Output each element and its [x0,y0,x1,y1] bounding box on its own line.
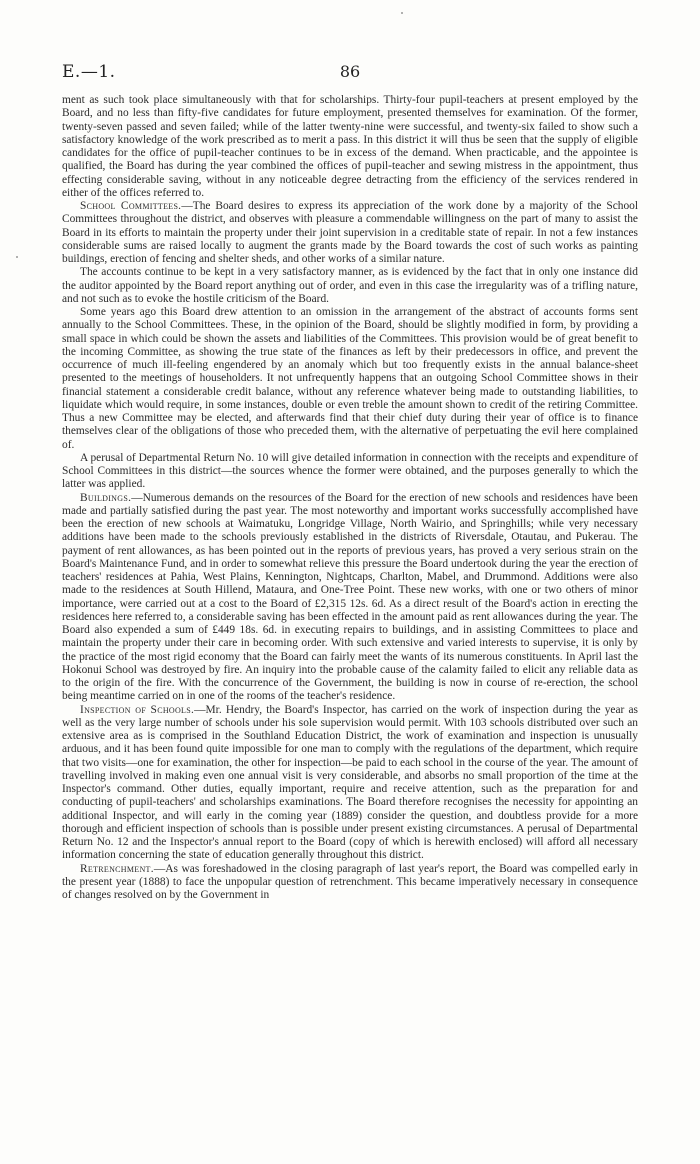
page-number: 86 [339,62,361,81]
paragraph-inspection [62,704,638,863]
paragraph-buildings [62,492,638,704]
paragraph-text: Some years ago this Board drew attention to an omission in the arrangement of the abstract of accounts forms sent annually to the School Committees. These, in the opinion of the Board, should be slightly modified in form, by providing a small space in which could be shown the assets and liabilities of the Committees. This provision would be of great benefit to the incoming Committee, as showing the true state of the finances as left by their predecessors in office, and prevent the occurrence of much ill-feeling engendered by an anomaly which but too frequently exists in the annual balance-sheet presented to the meetings of householders. It not unfrequently happens that an outgoing School Committee shows in their financial statement a considerable credit balance, without any reference whatever being made to outstanding liabilities, to liquidate which would require, in some instances, double or even treble the amount shown to credit of the retiring Committee. Thus a new Committee may be elected, and afterwards find that their chief duty during their year of office is to finance themselves clear of the obligations of those who preceded them, with the alternative of perpetuating the evil here complained of. [62,306,638,451]
paragraph-text: ment as such took place simultaneously with that for scholarships. Thirty-four pupil-teachers at present employed by the Board, and no less than fifty-five candidates for future employment, presented themselves for examination. Of the former, twenty-seven passed and seven failed; while of the latter twenty-nine were successful, and twenty-six failed to show such a satisfactory knowledge of the work prescribed as to merit a pass. In this district it will thus be seen that the supply of eligible candidates for the office of pupil-teacher continues to be in excess of the demand. When practicable, and the appointee is qualified, the Board has during the year combined the offices of pupil-teacher and sewing mistress in the appointment, thus effecting considerable saving, without in any noticeable degree detracting from the efficiency of the services rendered in either of the offices referred to. [62,94,638,199]
paragraph-pupil-teachers [62,94,638,200]
document-reference: E.—1. [62,62,116,82]
paper-speck [16,256,18,258]
section-heading: Inspection of Schools. [80,703,195,716]
page-header [62,62,638,82]
paragraph-retrenchment [62,863,638,903]
document-body [62,94,638,902]
paragraph-text: —As was foreshadowed in the closing paragraph of last year's report, the Board was compelled early in the present year (1888) to face the unpopular question of retrenchment. This became imperatively necessary in consequence of changes resolved on by the Government in [62,862,638,901]
paragraph-text: —The Board desires to express its appreciation of the work done by a majority of the School Committees throughout the district, and observes with pleasure a commendable willingness on the part of many to assist the Board in its efforts to maintain the property under their joint supervision in a creditable state of repair. In not a few instances considerable sums are raised locally to augment the grants made by the Board towards the cost of such works as painting buildings, erection of fencing and shelter sheds, and other works of a similar nature. [62,200,638,265]
paragraph-text: —Numerous demands on the resources of the Board for the erection of new schools and residences have been made and partially satisfied during the past year. The most noteworthy and important works successfully accomplished have been the erection of new schools at Waimatuku, Longridge Village, North Wairio, and Springhills; while very necessary additions have been made to the schools previously established in the districts of Riversdale, Otautau, and Pukerau. The payment of rent allowances, as has been pointed out in the reports of previous years, has proved a very serious strain on the Board's Maintenance Fund, and in order to somewhat relieve this pressure the Board undertook during the year the erection of teachers' residences at Pahia, West Plains, Kennington, Nightcaps, Charlton, Mabel, and Drummond. Additions were also made to the residences at South Hillend, Mataura, and One-Tree Point. These new works, with one or two others of minor importance, were carried out at a cost to the Board of £2,315 12s. 6d. As a direct result of the Board's action in erecting the residences here referred to, a considerable saving has been effected in the amount paid as rent allowances during the year. The Board also expended a sum of £449 18s. 6d. in executing repairs to buildings, and in assisting Committees to place and maintain the property under their care in becoming order. With such extensive and varied interests to supervise, it is only by the practice of the most rigid economy that the Board can fairly meet the wants of its numerous constituents. In April last the Hokonui School was destroyed by fire. An inquiry into the probable cause of the calamity failed to elicit any reliable data as to the origin of the fire. With the concurrence of the Government, the building is now in course of re-erection, the school being meantime carried on in one of the rooms of the teacher's residence. [62,491,638,703]
paragraph-text: The accounts continue to be kept in a very satisfactory manner, as is evidenced by the fact that in only one instance did the auditor appointed by the Board report anything out of order, and even in this case the irregularity was of a trifling nature, and not such as to evoke the hostile criticism of the Board. [62,266,638,305]
section-heading: Retrenchment. [80,862,154,875]
paper-speck [401,12,403,14]
paragraph-text: —Mr. Hendry, the Board's Inspector, has carried on the work of inspection during the year as well as the very large number of schools under his sole supervision would permit. With 103 schools distributed over such an extensive area as is comprised in the Southland Education District, the work of examination and inspection is unusually arduous, and it has been found quite impossible for one man to comply with the regulations of the department, which require that two visits—one for examination, the other for inspection—be paid to each school in the course of the year. The amount of travelling involved in making even one annual visit is very considerable, and absorbs no small proportion of the time at the Inspector's command. Other duties, equally important, require and receive attention, such as the preparation for and conducting of pupil-teachers' and scholarships examinations. The Board therefore recognises the necessity for appointing an additional Inspector, and will early in the coming year (1889) consider the question, and doubtless provide for a more thorough and efficient inspection of schools than is possible under present existing circumstances. A perusal of Departmental Return No. 12 and the Inspector's annual report to the Board (copy of which is herewith enclosed) will afford all necessary information concerning the state of education generally throughout this district. [62,703,638,862]
paragraph-text: A perusal of Departmental Return No. 10 will give detailed information in connection with the receipts and expenditure of School Committees in this district—the sources whence the former were obtained, and the purposes generally to which the latter was applied. [62,451,638,491]
paragraph-school-committees [62,200,638,266]
section-heading: Buildings. [80,491,132,504]
paragraph-abstract-forms [62,306,638,452]
paragraph-accounts [62,266,638,306]
section-heading: School Committees. [80,200,182,212]
paragraph-return-no-10 [62,452,638,492]
